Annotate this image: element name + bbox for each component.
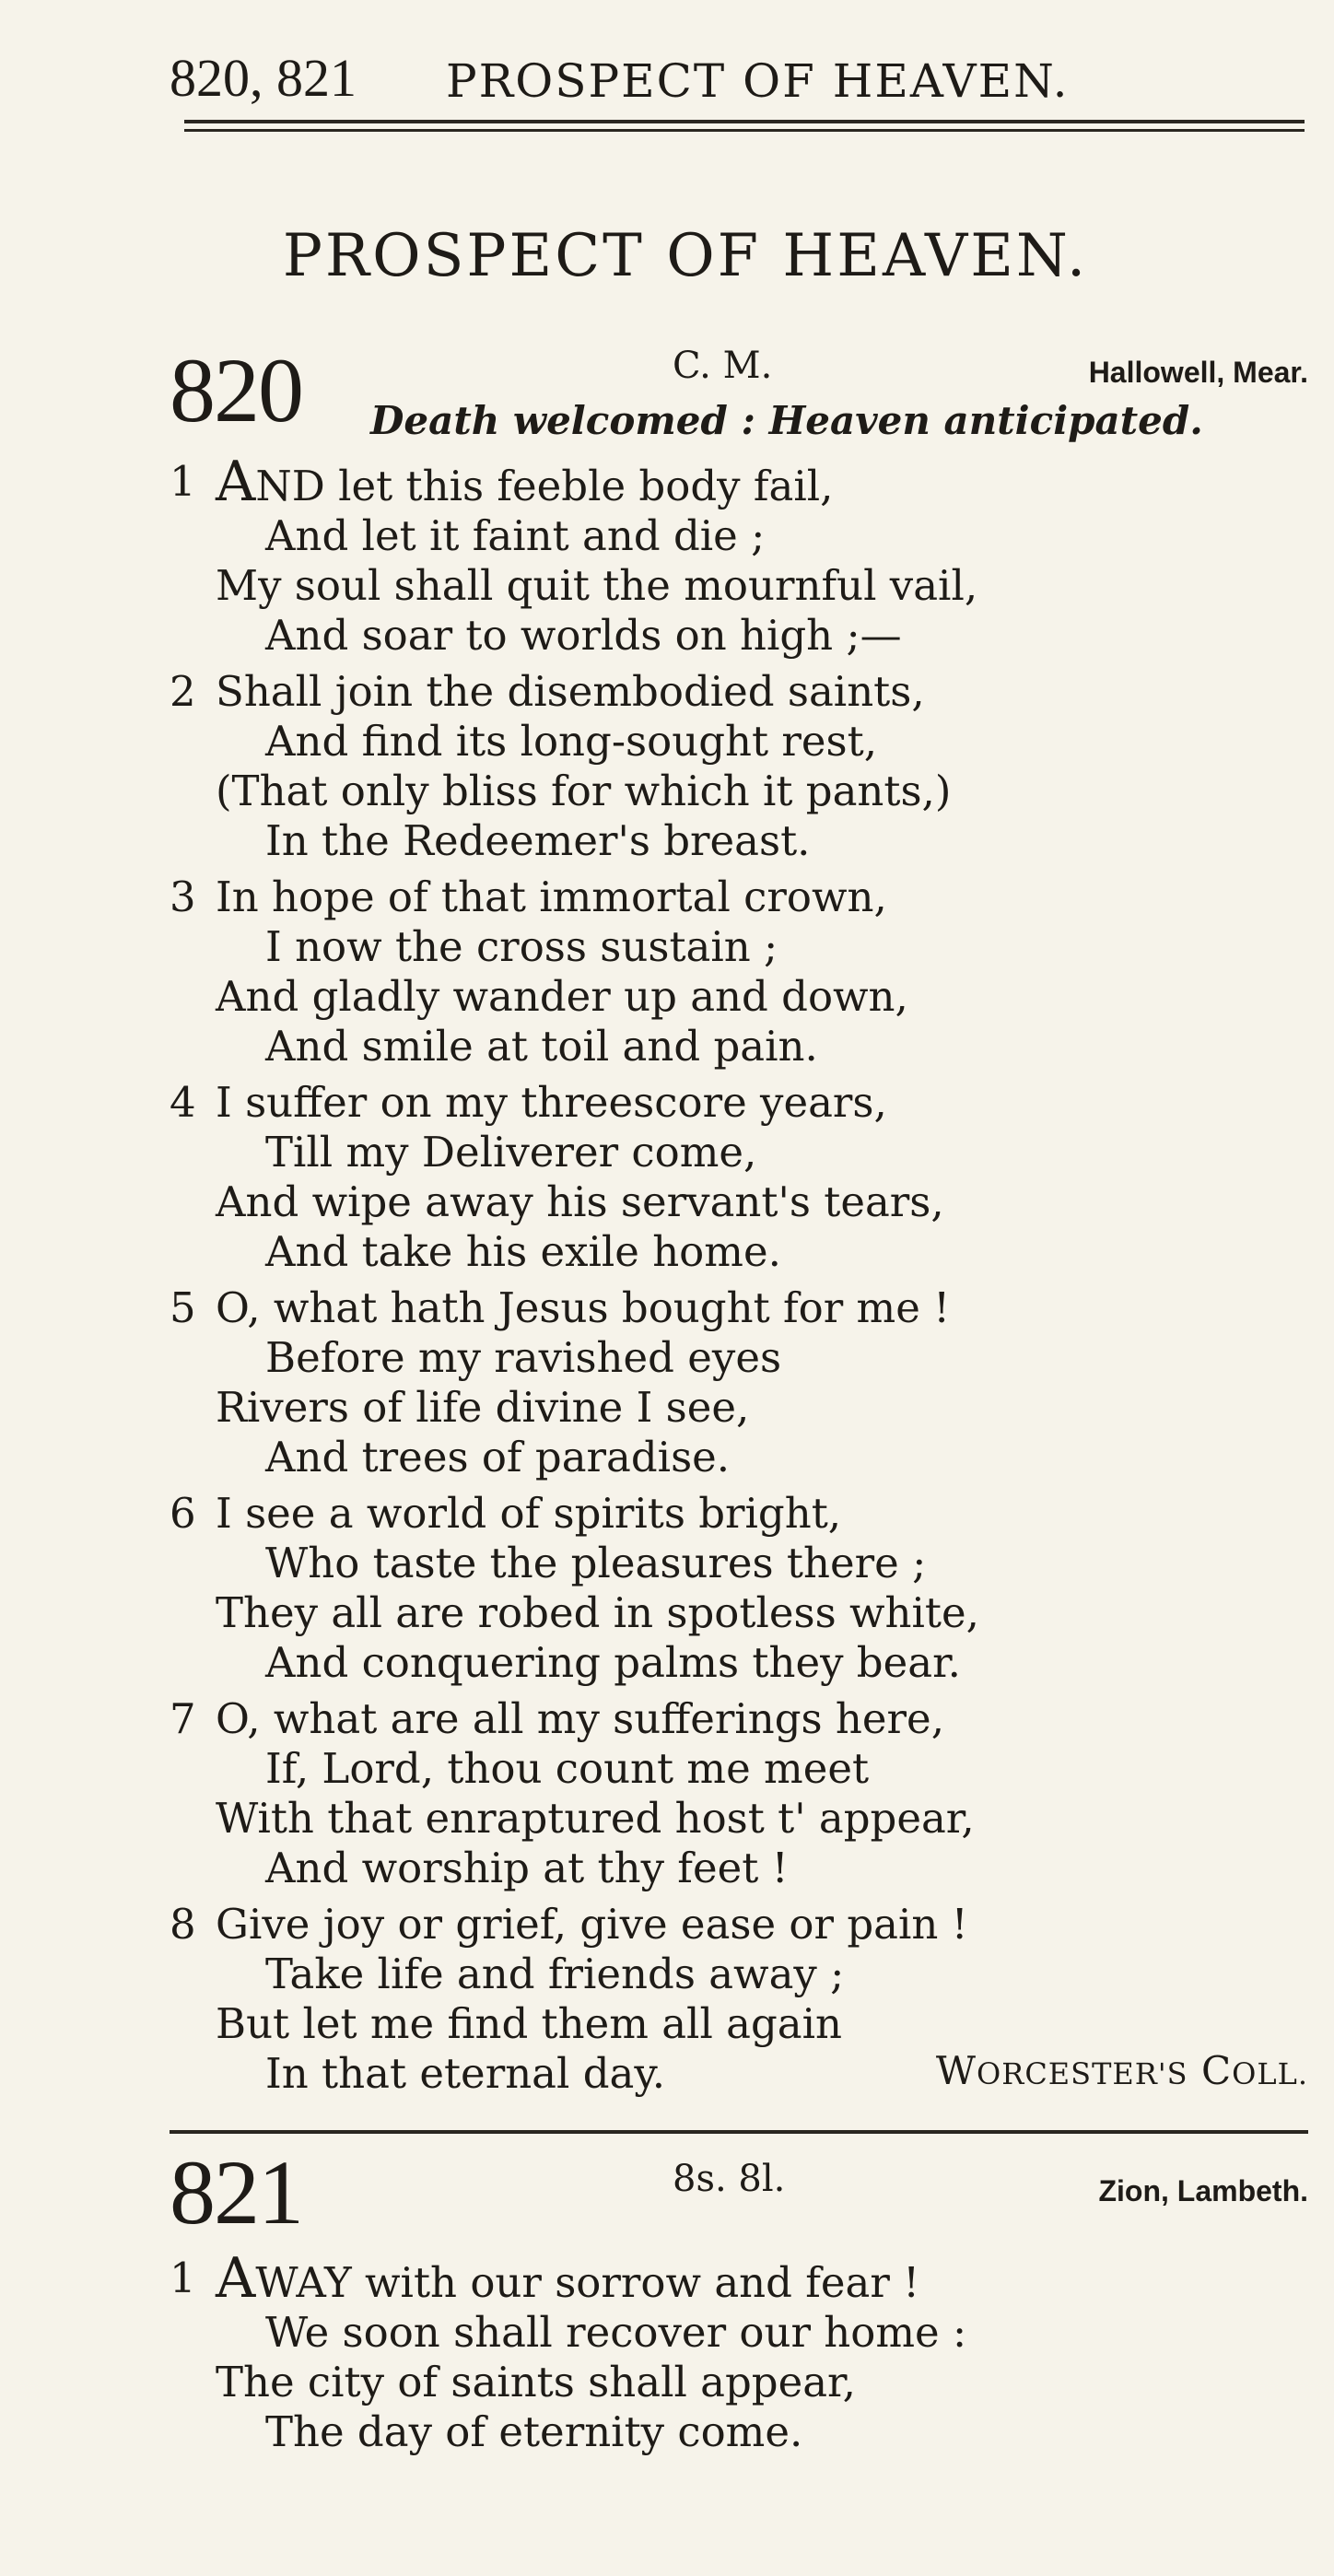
drop-capital: A [216, 2246, 256, 2311]
verse-number: 6 [170, 1489, 196, 1538]
verse-number: 1 [170, 457, 196, 506]
verse-line [170, 450, 1308, 514]
line-text: If, Lord, thou count me meet [265, 1744, 870, 1793]
verse-line [170, 1638, 1308, 1688]
header-rule [184, 120, 1305, 132]
verse-line [170, 872, 1308, 922]
line-text: Rivers of life divine I see, [216, 1383, 750, 1432]
verse-line [170, 1227, 1308, 1277]
attribution: WORCESTER'S COLL. [935, 2048, 1308, 2093]
line-text: And wipe away his servant's tears, [216, 1177, 944, 1226]
verse-line [170, 1022, 1308, 1071]
verse-line [170, 1999, 1308, 2049]
page-numbers: 820, 821 [170, 48, 357, 108]
running-title: PROSPECT OF HEAVEN. [446, 54, 1070, 108]
verse-line [170, 767, 1308, 816]
line-text: And trees of paradise. [265, 1433, 731, 1481]
stanza [170, 1489, 1308, 1688]
hymn-number: 821 [170, 2141, 302, 2243]
line-text: WAY with our sorrow and fear ! [255, 2258, 920, 2307]
verse-line [170, 1794, 1308, 1844]
verse-line [170, 2308, 1308, 2358]
line-text: Before my ravished eyes [265, 1333, 782, 1382]
hymn-821-stanzas [170, 2246, 1308, 2464]
hymn-separator-rule [170, 2130, 1308, 2134]
stanza [170, 1078, 1308, 1277]
verse-line [170, 611, 1308, 661]
line-text: I see a world of spirits bright, [216, 1489, 842, 1538]
verse-line [170, 972, 1308, 1022]
tune-names: Hallowell, Mear. [1088, 356, 1308, 389]
verse-line [170, 717, 1308, 767]
stanza [170, 1900, 1308, 2099]
verse-line [170, 1900, 1308, 1950]
line-text: The city of saints shall appear, [216, 2358, 856, 2406]
verse-line [170, 1588, 1308, 1638]
verse-line [170, 1333, 1308, 1383]
stanza [170, 872, 1308, 1071]
section-title: PROSPECT OF HEAVEN. [282, 222, 1089, 290]
line-text: And conquering palms they bear. [265, 1638, 961, 1687]
line-text: Give joy or grief, give ease or pain ! [216, 1900, 968, 1949]
line-text: In the Redeemer's breast. [265, 816, 811, 865]
line-text: Till my Deliverer come, [265, 1128, 757, 1177]
verse-number: 1 [170, 2254, 196, 2302]
line-text: We soon shall recover our home : [265, 2308, 967, 2357]
drop-capital: A [216, 450, 256, 514]
verse-line [170, 2407, 1308, 2457]
line-text: Who taste the pleasures there ; [265, 1539, 927, 1587]
running-head [170, 46, 1303, 111]
stanza [170, 1283, 1308, 1482]
line-text: In that eternal day. [265, 2049, 666, 2098]
verse-line [170, 561, 1308, 611]
verse-number: 4 [170, 1078, 196, 1127]
verse-line [170, 1433, 1308, 1482]
line-text: And let it faint and die ; [265, 511, 766, 560]
stanza [170, 667, 1308, 866]
verse-line [170, 1283, 1308, 1333]
verse-line [170, 1844, 1308, 1893]
hymn-821-header [170, 2141, 1308, 2246]
verse-line [170, 2358, 1308, 2407]
line-text: (That only bliss for which it pants,) [216, 767, 952, 815]
line-text: And smile at toil and pain. [265, 1022, 818, 1071]
line-text: My soul shall quit the mournful vail, [216, 561, 978, 610]
verse-line [170, 922, 1308, 972]
verse-line [170, 1950, 1308, 1999]
verse-line [170, 1177, 1308, 1227]
verse-line [170, 2049, 1308, 2099]
line-text: They all are robed in spotless white, [216, 1588, 979, 1637]
line-text: O, what hath Jesus bought for me ! [216, 1283, 951, 1332]
line-text: O, what are all my sufferings here, [216, 1694, 944, 1743]
verse-number: 7 [170, 1694, 196, 1743]
tune-names: Zion, Lambeth. [1098, 2174, 1308, 2207]
line-text: And soar to worlds on high ;— [265, 611, 902, 660]
line-text: Take life and friends away ; [265, 1950, 845, 1998]
verse-line [170, 1383, 1308, 1433]
line-text: But let me find them all again [216, 1999, 842, 2048]
hymn-820-header [170, 339, 1308, 453]
line-text: The day of eternity come. [265, 2407, 803, 2456]
line-text: And find its long-sought rest, [265, 717, 878, 766]
hymn-meter: 8s. 8l. [673, 2158, 786, 2200]
hymn-820-stanzas [170, 450, 1308, 2105]
verse-line [170, 1744, 1308, 1794]
verse-line [170, 1489, 1308, 1539]
line-text: And take his exile home. [265, 1227, 781, 1276]
line-text: Shall join the disembodied saints, [216, 667, 925, 716]
line-text: With that enraptured host t' appear, [216, 1794, 975, 1843]
verse-number: 8 [170, 1900, 196, 1949]
hymn-meter: C. M. [673, 345, 773, 387]
hymn-number: 820 [170, 339, 302, 441]
line-text: I now the cross sustain ; [265, 922, 778, 971]
verse-line [170, 816, 1308, 866]
verse-line [170, 1128, 1308, 1177]
verse-line [170, 667, 1308, 717]
verse-line [170, 2246, 1308, 2311]
verse-line [170, 511, 1308, 561]
verse-number: 2 [170, 667, 196, 716]
stanza [170, 1694, 1308, 1893]
verse-line [170, 1694, 1308, 1744]
verse-number: 3 [170, 872, 196, 921]
stanza [170, 2246, 1308, 2457]
stanza [170, 450, 1308, 661]
verse-line [170, 1539, 1308, 1588]
line-text: In hope of that immortal crown, [216, 872, 887, 921]
hymn-subtitle: Death welcomed : Heaven anticipated. [370, 398, 1203, 443]
line-text: I suffer on my threescore years, [216, 1078, 887, 1127]
line-text: And worship at thy feet ! [265, 1844, 789, 1892]
verse-number: 5 [170, 1283, 196, 1332]
verse-line [170, 1078, 1308, 1128]
line-text: ND let this feeble body fail, [255, 462, 834, 510]
line-text: And gladly wander up and down, [216, 972, 908, 1021]
